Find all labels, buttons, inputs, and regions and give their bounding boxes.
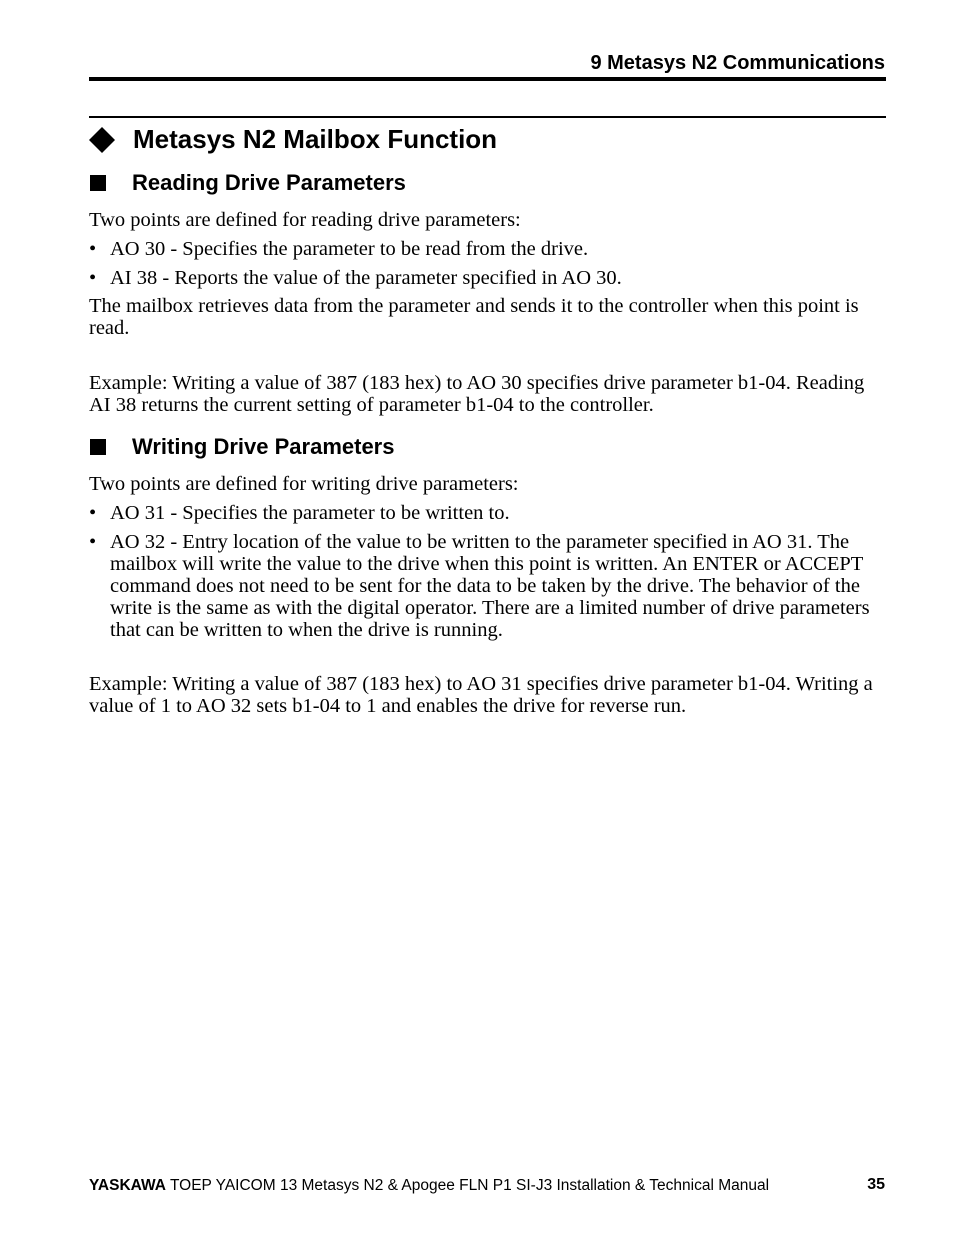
subsection-title-reading: Reading Drive Parameters [132, 170, 406, 195]
writing-bullet-2 [89, 531, 889, 641]
reading-example: Example: Writing a value of 387 (183 hex) to AO 30 specifies drive parameter b1-04. Reading AI 38 returns the current setting of parameter b1-04 to the controller. [89, 372, 865, 416]
writing-example: Example: Writing a value of 387 (183 hex) to AO 31 specifies drive parameter b1-04. Writing a value of 1 to AO 32 sets b1-04 to 1 and enables the drive for reverse run. [89, 673, 873, 717]
subsection-heading-writing [89, 434, 394, 460]
header-rule-thin [89, 116, 886, 118]
diamond-icon [89, 127, 115, 153]
page-number: 35 [867, 1176, 885, 1193]
square-bullet-icon [90, 175, 106, 191]
subsection-title-writing: Writing Drive Parameters [132, 434, 395, 459]
bullet-text: AO 30 - Specifies the parameter to be read from the drive. [110, 238, 589, 260]
footer [89, 1177, 769, 1195]
reading-bullet-2 [89, 267, 889, 289]
bullet-dot: • [89, 502, 97, 524]
footer-brand: YASKAWA [89, 1177, 166, 1194]
reading-intro: Two points are defined for reading drive parameters: [89, 209, 521, 231]
header-rule-thick [89, 77, 886, 81]
section-title: Metasys N2 Mailbox Function [133, 124, 498, 154]
reading-paragraph: The mailbox retrieves data from the parameter and sends it to the controller when this point is read. [89, 295, 859, 339]
bullet-text: AO 31 - Specifies the parameter to be written to. [110, 502, 510, 524]
bullet-text: AI 38 - Reports the value of the parameter specified in AO 30. [110, 267, 622, 289]
subsection-heading-reading [89, 170, 406, 196]
writing-bullet-1 [89, 502, 889, 524]
writing-intro: Two points are defined for writing drive parameters: [89, 473, 519, 495]
running-header: 9 Metasys N2 Communications [590, 52, 885, 74]
section-heading [87, 124, 497, 155]
footer-title: TOEP YAICOM 13 Metasys N2 & Apogee FLN P1 SI-J3 Installation & Technical Manual [165, 1177, 770, 1194]
square-bullet-icon [90, 439, 106, 455]
bullet-dot: • [89, 531, 97, 553]
bullet-dot: • [89, 267, 97, 289]
bullet-dot: • [89, 238, 97, 260]
reading-bullet-1 [89, 238, 889, 260]
bullet-text: AO 32 - Entry location of the value to be written to the parameter specified in AO 31. The mailbox will write the value to the drive when this point is written. An ENTER or ACCEPT command does not need to be sent for the data to be taken by the drive. The behavior of the write is the same as with the digital operator. There are a limited number of drive parameters that can be written to when the drive is running. [110, 531, 870, 641]
